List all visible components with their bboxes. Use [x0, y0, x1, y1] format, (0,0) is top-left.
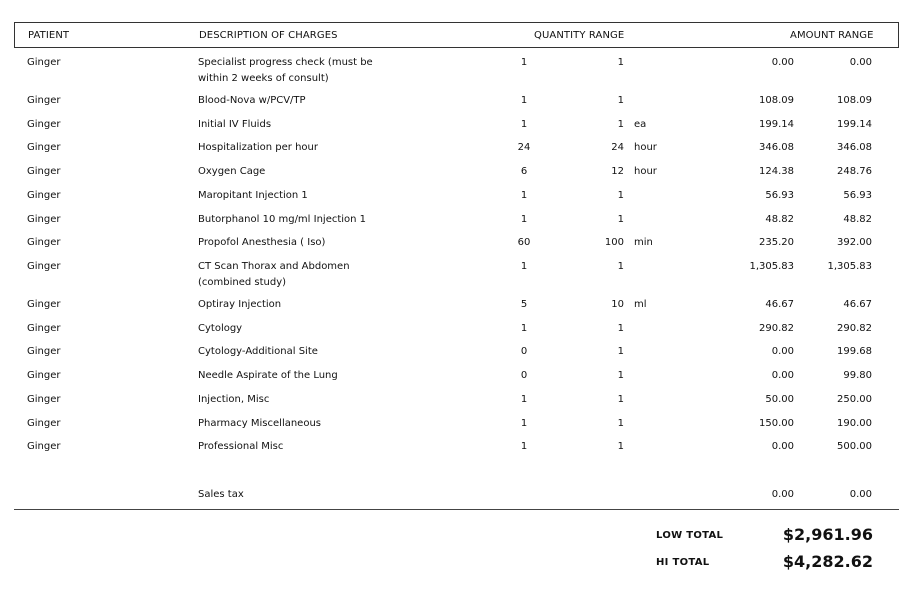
charge-description: Optiray Injection	[198, 299, 282, 310]
amount-high: 392.00	[837, 237, 872, 248]
amount-high: 46.67	[843, 299, 872, 310]
amount-high: 0.00	[849, 57, 872, 68]
quantity-low: 1	[520, 214, 528, 225]
charge-description: Maropitant Injection 1	[198, 190, 308, 201]
patient-name: Ginger	[27, 346, 61, 357]
quantity-high: 1	[617, 57, 624, 68]
amount-high: 190.00	[837, 418, 872, 429]
amount-high: 48.82	[843, 214, 872, 225]
amount-low: 0.00	[771, 370, 794, 381]
patient-name: Ginger	[27, 166, 61, 177]
charge-description: Cytology	[198, 323, 243, 334]
charge-description: Professional Misc	[198, 441, 284, 452]
amount-low: 48.82	[765, 214, 794, 225]
quantity-high: 10	[611, 299, 624, 310]
quantity-high: 24	[611, 142, 624, 153]
quantity-high: 1	[617, 441, 624, 452]
amount-low: 346.08	[759, 142, 794, 153]
amount-high: 199.14	[837, 119, 872, 130]
quantity-low: 6	[520, 166, 528, 177]
amount-high: 1,305.83	[827, 261, 872, 272]
patient-name: Ginger	[27, 237, 61, 248]
quantity-high: 1	[617, 323, 624, 334]
header-amount-range: AMOUNT RANGE	[790, 30, 874, 41]
sales-tax-low: 0.00	[771, 489, 794, 500]
patient-name: Ginger	[27, 119, 61, 130]
quantity-high: 1	[617, 394, 624, 405]
quantity-high: 12	[611, 166, 624, 177]
amount-low: 235.20	[759, 237, 794, 248]
quantity-low: 1	[520, 190, 528, 201]
totals-divider	[14, 509, 899, 510]
low-total-label: LOW TOTAL	[656, 530, 724, 541]
quantity-high: 1	[617, 346, 624, 357]
amount-low: 1,305.83	[749, 261, 794, 272]
quantity-high: 100	[604, 237, 624, 248]
patient-name: Ginger	[27, 190, 61, 201]
table-header	[14, 22, 899, 48]
quantity-low: 60	[517, 237, 531, 248]
patient-name: Ginger	[27, 370, 61, 381]
quantity-low: 0	[520, 370, 528, 381]
quantity-low: 1	[520, 394, 528, 405]
charge-description: Oxygen Cage	[198, 166, 266, 177]
patient-name: Ginger	[27, 323, 61, 334]
quantity-high: 1	[617, 95, 624, 106]
header-description: DESCRIPTION OF CHARGES	[199, 30, 338, 41]
quantity-low: 1	[520, 323, 528, 334]
header-quantity-range: QUANTITY RANGE	[534, 30, 625, 41]
amount-low: 46.67	[765, 299, 794, 310]
charge-description: CT Scan Thorax and Abdomen (combined study)	[198, 261, 350, 288]
quantity-low: 1	[520, 418, 528, 429]
amount-low: 108.09	[759, 95, 794, 106]
amount-high: 248.76	[837, 166, 872, 177]
quantity-low: 1	[520, 119, 528, 130]
amount-low: 0.00	[771, 441, 794, 452]
quantity-unit: min	[634, 237, 653, 248]
charge-description: Specialist progress check (must be within 2 weeks of consult)	[198, 57, 373, 84]
amount-high: 250.00	[837, 394, 872, 405]
patient-name: Ginger	[27, 418, 61, 429]
patient-name: Ginger	[27, 441, 61, 452]
charge-description: Hospitalization per hour	[198, 142, 318, 153]
amount-high: 108.09	[837, 95, 872, 106]
quantity-low: 0	[520, 346, 528, 357]
patient-name: Ginger	[27, 214, 61, 225]
charge-description: Pharmacy Miscellaneous	[198, 418, 322, 429]
quantity-low: 1	[520, 95, 528, 106]
quantity-low: 1	[520, 57, 528, 68]
quantity-low: 5	[520, 299, 528, 310]
quantity-high: 1	[617, 261, 624, 272]
low-total-value: $2,961.96	[782, 525, 873, 544]
amount-low: 290.82	[759, 323, 794, 334]
quantity-high: 1	[617, 214, 624, 225]
amount-high: 346.08	[837, 142, 872, 153]
patient-name: Ginger	[27, 142, 61, 153]
patient-name: Ginger	[27, 299, 61, 310]
amount-high: 99.80	[843, 370, 872, 381]
charge-description: Initial IV Fluids	[198, 119, 272, 130]
patient-name: Ginger	[27, 261, 61, 272]
charge-description: Needle Aspirate of the Lung	[198, 370, 338, 381]
charge-description: Blood-Nova w/PCV/TP	[198, 95, 306, 106]
quantity-high: 1	[617, 119, 624, 130]
quantity-high: 1	[617, 418, 624, 429]
charge-description: Cytology-Additional Site	[198, 346, 318, 357]
quantity-high: 1	[617, 190, 624, 201]
amount-low: 50.00	[765, 394, 794, 405]
quantity-unit: hour	[634, 142, 657, 153]
sales-tax-label: Sales tax	[198, 489, 244, 500]
quantity-low: 24	[517, 142, 531, 153]
high-total-label: HI TOTAL	[656, 557, 710, 568]
amount-low: 199.14	[759, 119, 794, 130]
amount-low: 0.00	[771, 57, 794, 68]
quantity-unit: ml	[634, 299, 647, 310]
high-total-value: $4,282.62	[782, 552, 873, 571]
charge-description: Propofol Anesthesia ( Iso)	[198, 237, 326, 248]
patient-name: Ginger	[27, 95, 61, 106]
quantity-low: 1	[520, 261, 528, 272]
amount-high: 500.00	[837, 441, 872, 452]
charge-description: Injection, Misc	[198, 394, 270, 405]
amount-low: 56.93	[765, 190, 794, 201]
quantity-low: 1	[520, 441, 528, 452]
amount-low: 124.38	[759, 166, 794, 177]
patient-name: Ginger	[27, 394, 61, 405]
quantity-unit: ea	[634, 119, 647, 130]
charge-description: Butorphanol 10 mg/ml Injection 1	[198, 214, 367, 225]
sales-tax-high: 0.00	[849, 489, 872, 500]
amount-low: 0.00	[771, 346, 794, 357]
quantity-high: 1	[617, 370, 624, 381]
amount-high: 290.82	[837, 323, 872, 334]
amount-low: 150.00	[759, 418, 794, 429]
header-patient: PATIENT	[28, 30, 70, 41]
patient-name: Ginger	[27, 57, 61, 68]
quantity-unit: hour	[634, 166, 657, 177]
amount-high: 56.93	[843, 190, 872, 201]
amount-high: 199.68	[837, 346, 872, 357]
